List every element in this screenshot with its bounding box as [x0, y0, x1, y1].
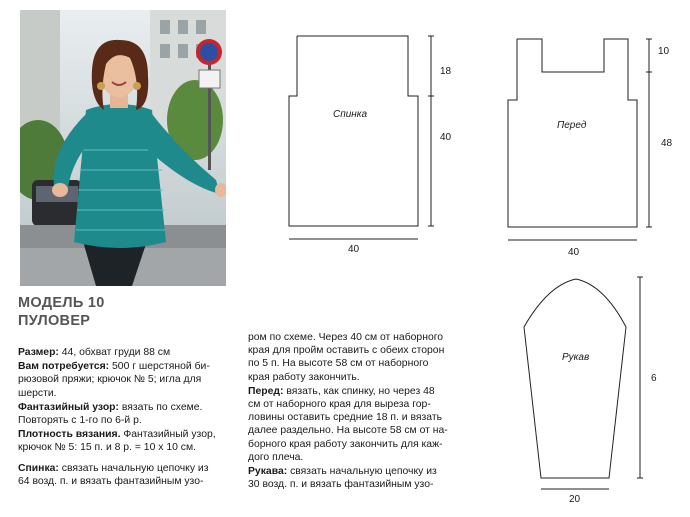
- front-line-1: вязать, как спинку, но через 48: [286, 385, 435, 397]
- back-label: Спинка:: [18, 462, 59, 474]
- front-piece-label: Перед: [557, 120, 587, 131]
- sleeve-dim-height: 6: [651, 373, 657, 384]
- sleeve-label: Рукава:: [248, 466, 288, 478]
- materials-line-3: шерсти.: [18, 387, 57, 399]
- back-piece-label: Спинка: [333, 109, 368, 120]
- back-cont-line-2: края для пройм оставить с обеих сторон: [248, 345, 445, 357]
- back-piece-outline: [289, 36, 418, 226]
- sleeve-line-1: связать начальную цепочку из: [290, 466, 437, 478]
- sleeve-dim-width: 20: [569, 494, 581, 505]
- back-cont-line-3: по 5 п. На высоте 58 см от наборного: [248, 358, 429, 370]
- front-line-3: ловины оставить средние 18 п. и вязать: [248, 412, 443, 424]
- density-line-1: Фантазийный узор,: [123, 429, 216, 441]
- front-label: Перед:: [248, 385, 284, 397]
- materials-label: Вам потребуется:: [18, 361, 110, 373]
- density-line-2: крючок № 5: 15 п. и 8 р. = 10 х 10 см.: [18, 442, 197, 454]
- size-label: Размер:: [18, 347, 59, 358]
- back-line-1: связать начальную цепочку из: [61, 462, 209, 474]
- front-dim-width: 40: [568, 247, 580, 258]
- model-subtitle: ПУЛОВЕР: [18, 313, 91, 329]
- size-text: 44, обхват груди 88 см: [61, 347, 171, 358]
- model-title: МОДЕЛЬ 10: [18, 295, 105, 311]
- pattern-line-2: Повторять с 1-го по 6-й р.: [18, 415, 142, 427]
- front-line-5: борного края работу закончить для каж-: [248, 438, 443, 450]
- back-line-2: 64 возд. п. и вязать фантазийным узо-: [18, 475, 204, 487]
- materials-line-1: 500 г шерстяной би-: [112, 361, 210, 373]
- front-line-2: см от наборного края для выреза гор-: [248, 399, 431, 411]
- sleeve-line-2: 30 возд. п. и вязать фантазийным узо-: [248, 479, 434, 491]
- back-dim-bottom: 40: [440, 132, 452, 143]
- back-cont-line-4: края работу закончить.: [248, 371, 360, 383]
- density-label: Плотность вязания.: [18, 429, 121, 441]
- back-dim-top: 18: [440, 66, 452, 77]
- front-line-6: дого плеча.: [248, 451, 304, 463]
- sleeve-piece-outline: [524, 279, 626, 478]
- pattern-line-1: вязать по схеме.: [121, 401, 203, 413]
- front-piece-outline: [508, 39, 637, 227]
- back-cont-line-1: ром по схеме. Через 40 см от наборного: [248, 332, 444, 343]
- back-dim-width: 40: [348, 244, 360, 255]
- pattern-label: Фантазийный узор:: [18, 401, 119, 413]
- front-line-4: далее раздельно. На высоте 58 см от на-: [248, 425, 448, 437]
- front-dim-top: 10: [658, 46, 670, 57]
- materials-line-2: рюзовой пряжи; крючок № 5; игла для: [18, 374, 202, 386]
- front-dim-bottom: 48: [661, 138, 673, 149]
- sleeve-piece-label: Рукав: [562, 352, 590, 363]
